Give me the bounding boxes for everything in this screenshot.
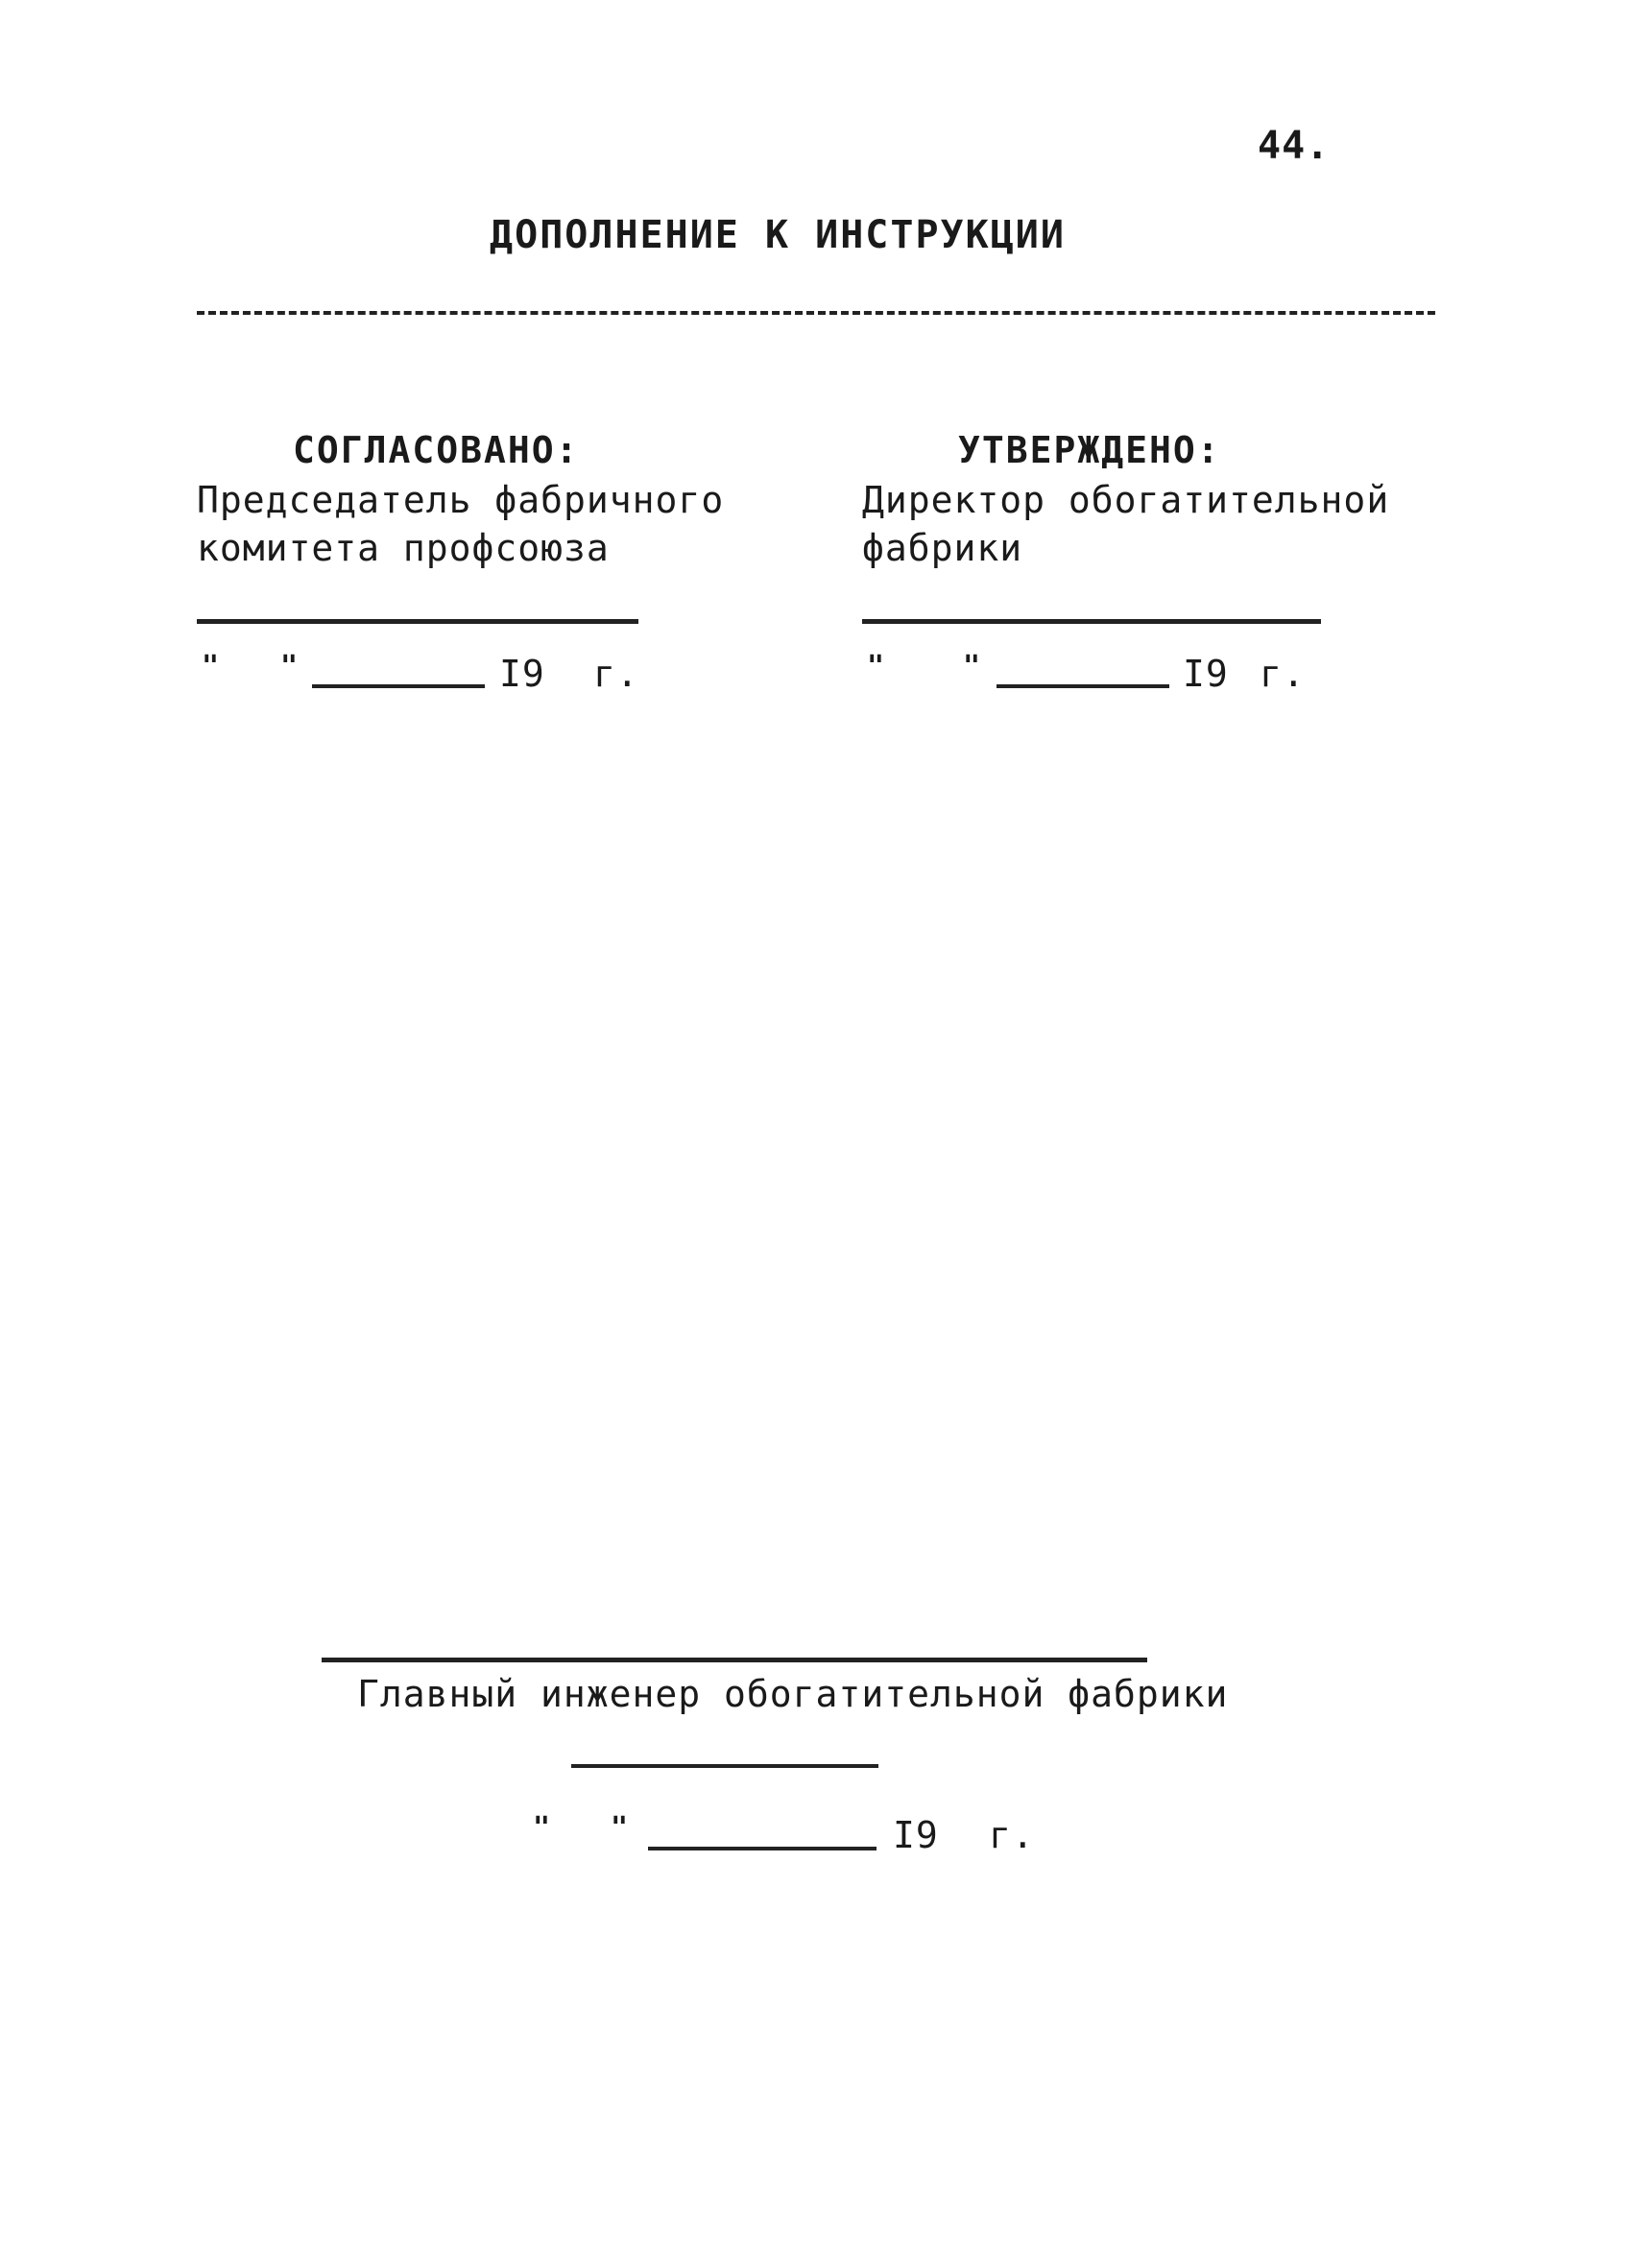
approved-date-open-quote: " [867,650,886,683]
chief-engineer-name-line [571,1764,878,1768]
approved-date-suffix: г. [1260,653,1306,695]
chief-engineer-date-blank-line [648,1847,877,1850]
approved-signature-line [862,619,1321,624]
agreed-date-open-quote: " [202,650,221,683]
approved-date-blank-line [997,684,1169,688]
page-number: 44. [1258,124,1331,168]
approved-date-year: I9 [1183,653,1229,695]
chief-engineer-date-suffix: г. [989,1814,1035,1856]
approved-role-line-2: фабрики [862,527,1023,569]
agreed-heading: СОГЛАСОВАНО: [293,429,580,471]
chief-engineer-date-open-quote: " [533,1811,552,1845]
agreed-date-year: I9 [499,653,545,695]
agreed-date-suffix: г. [593,653,639,695]
chief-engineer-date-close-quote: " [611,1811,630,1845]
approved-date-close-quote: " [963,650,982,683]
chief-engineer-signature-line [322,1658,1147,1662]
agreed-date-close-quote: " [280,650,300,683]
chief-engineer-role: Главный инженер обогатительной фабрики [357,1673,1229,1715]
agreed-role-line-1: Председатель фабричного [197,479,725,521]
dashed-separator [197,311,1435,315]
chief-engineer-date-year: I9 [893,1814,939,1856]
agreed-signature-line [197,619,638,624]
agreed-role-line-2: комитета профсоюза [197,527,610,569]
approved-role-line-1: Директор обогатительной [862,479,1390,521]
agreed-date-blank-line [312,684,485,688]
approved-heading: УТВЕРЖДЕНО: [958,429,1221,471]
document-title: ДОПОЛНЕНИЕ К ИНСТРУКЦИИ [490,213,1066,257]
